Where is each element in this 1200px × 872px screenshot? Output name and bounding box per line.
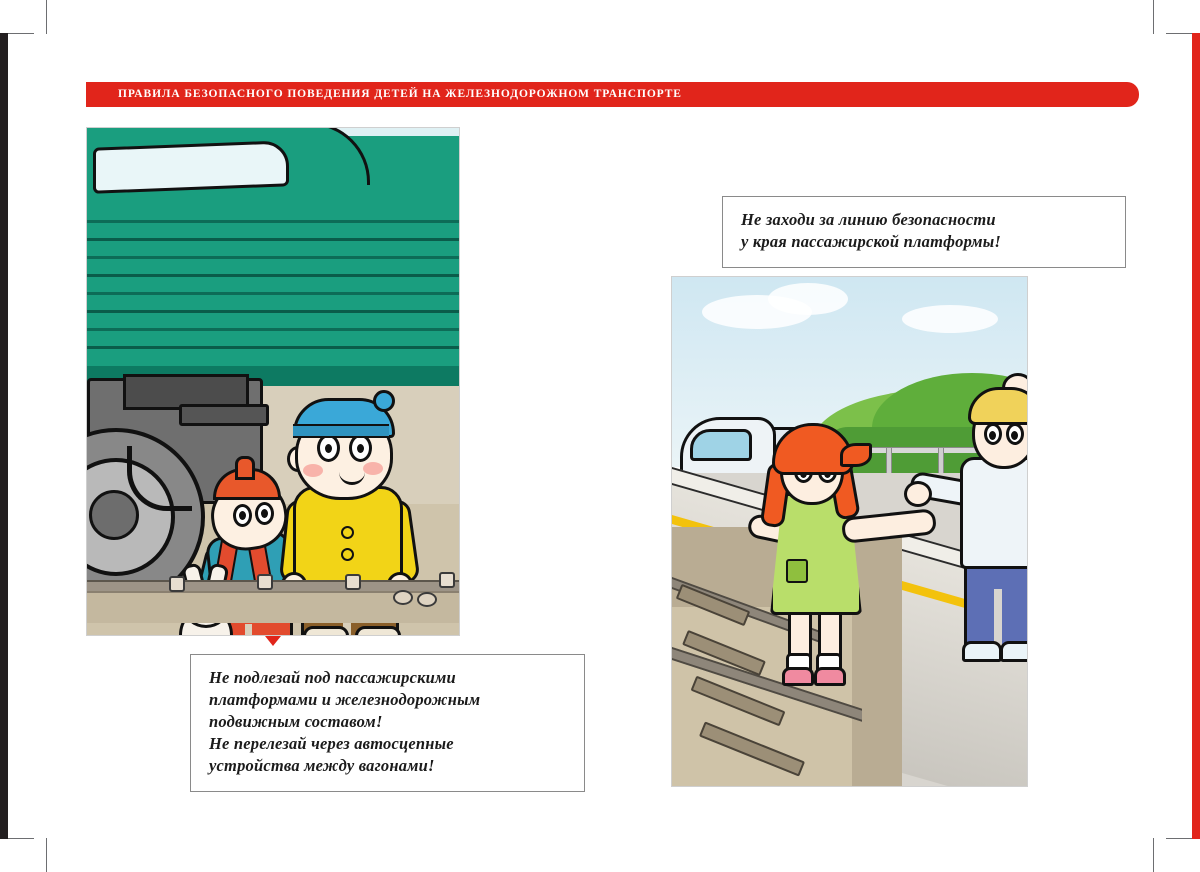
right-scene: [672, 277, 1027, 786]
car-stripe: [87, 328, 459, 331]
car-stripe: [87, 274, 459, 277]
callout-left: [190, 654, 585, 792]
girl-shoe: [814, 667, 846, 686]
boy2-pupil: [1011, 431, 1018, 440]
callout-left-line-4: Не перелезай через автосцепные: [209, 733, 454, 753]
car-stripe: [87, 238, 459, 241]
girl-dress-pocket: [786, 559, 808, 583]
callout-left-line-2: платформами и железнодорожным: [209, 689, 481, 709]
crop-mark-top-right: [1153, 0, 1154, 34]
callout-left-line-5: устройства между вагонами!: [209, 755, 435, 775]
boy2-shirt: [960, 457, 1028, 569]
crop-mark-top-left: [46, 0, 47, 34]
boy-cheek: [363, 462, 383, 475]
toddler-pupil: [239, 511, 246, 520]
car-stripe: [87, 292, 459, 295]
illustration-left-train-undercarriage: [86, 127, 460, 636]
boy-hat-band: [293, 424, 389, 438]
boy2-shoe: [1000, 641, 1028, 662]
car-stripe: [87, 346, 459, 349]
toddler-leg-gap: [245, 624, 252, 636]
callout-right-line-2: у края пассажирской платформы!: [741, 231, 1001, 251]
toddler-hair-tuft: [235, 456, 255, 480]
page-title: ПРАВИЛА БЕЗОПАСНОГО ПОВЕДЕНИЯ ДЕТЕЙ НА ЖЕЛЕЗНОДОРОЖНОМ ТРАНСПОРТЕ: [118, 88, 682, 100]
crop-mark-bottom-right: [1153, 838, 1154, 872]
left-scene: [87, 128, 459, 635]
coupler-device: [179, 404, 269, 426]
rail-bolt: [439, 572, 455, 588]
fence-post: [886, 447, 892, 475]
train-windshield: [690, 429, 752, 461]
boy2-hand: [904, 481, 932, 507]
illustration-right-platform-edge: [671, 276, 1028, 787]
boy-hat-pompom: [373, 390, 395, 412]
boy-cheek: [303, 464, 323, 477]
cloud: [902, 305, 998, 333]
train-wheel-hub: [89, 490, 139, 540]
rail-bolt: [257, 574, 273, 590]
toddler-pupil: [261, 509, 268, 518]
girl-shoe: [782, 667, 814, 686]
car-stripe: [87, 310, 459, 313]
boy-shirt-button: [341, 526, 354, 539]
boy-shirt-button: [341, 548, 354, 561]
car-stripe: [87, 256, 459, 259]
crop-mark-bottom-left: [46, 838, 47, 872]
page-edge-black-bar: [0, 33, 8, 839]
boy-pupil: [357, 444, 364, 453]
boy-shoe: [355, 626, 401, 636]
callout-right: [722, 196, 1126, 268]
rail-bolt: [169, 576, 185, 592]
callout-left-line-1: Не подлезай под пассажирскими: [209, 668, 456, 687]
boy2-shoe: [962, 641, 1002, 662]
rail-washer: [417, 592, 437, 607]
girl-hair-bow: [840, 443, 872, 467]
boy-pupil: [325, 444, 332, 453]
page-edge-red-bar: [1192, 33, 1200, 839]
cloud: [768, 283, 848, 315]
callout-left-line-3: подвижным составом!: [209, 711, 383, 731]
boy-shoe: [303, 626, 349, 636]
rail-bolt: [345, 574, 361, 590]
callout-left-pointer: [265, 636, 281, 646]
fence-post: [938, 447, 944, 475]
rail-washer: [393, 590, 413, 605]
callout-right-line-1: Не заходи за линию безопасности: [741, 210, 996, 229]
train-window: [93, 140, 289, 194]
car-stripe: [87, 220, 459, 223]
boy2-pupil: [989, 431, 996, 440]
